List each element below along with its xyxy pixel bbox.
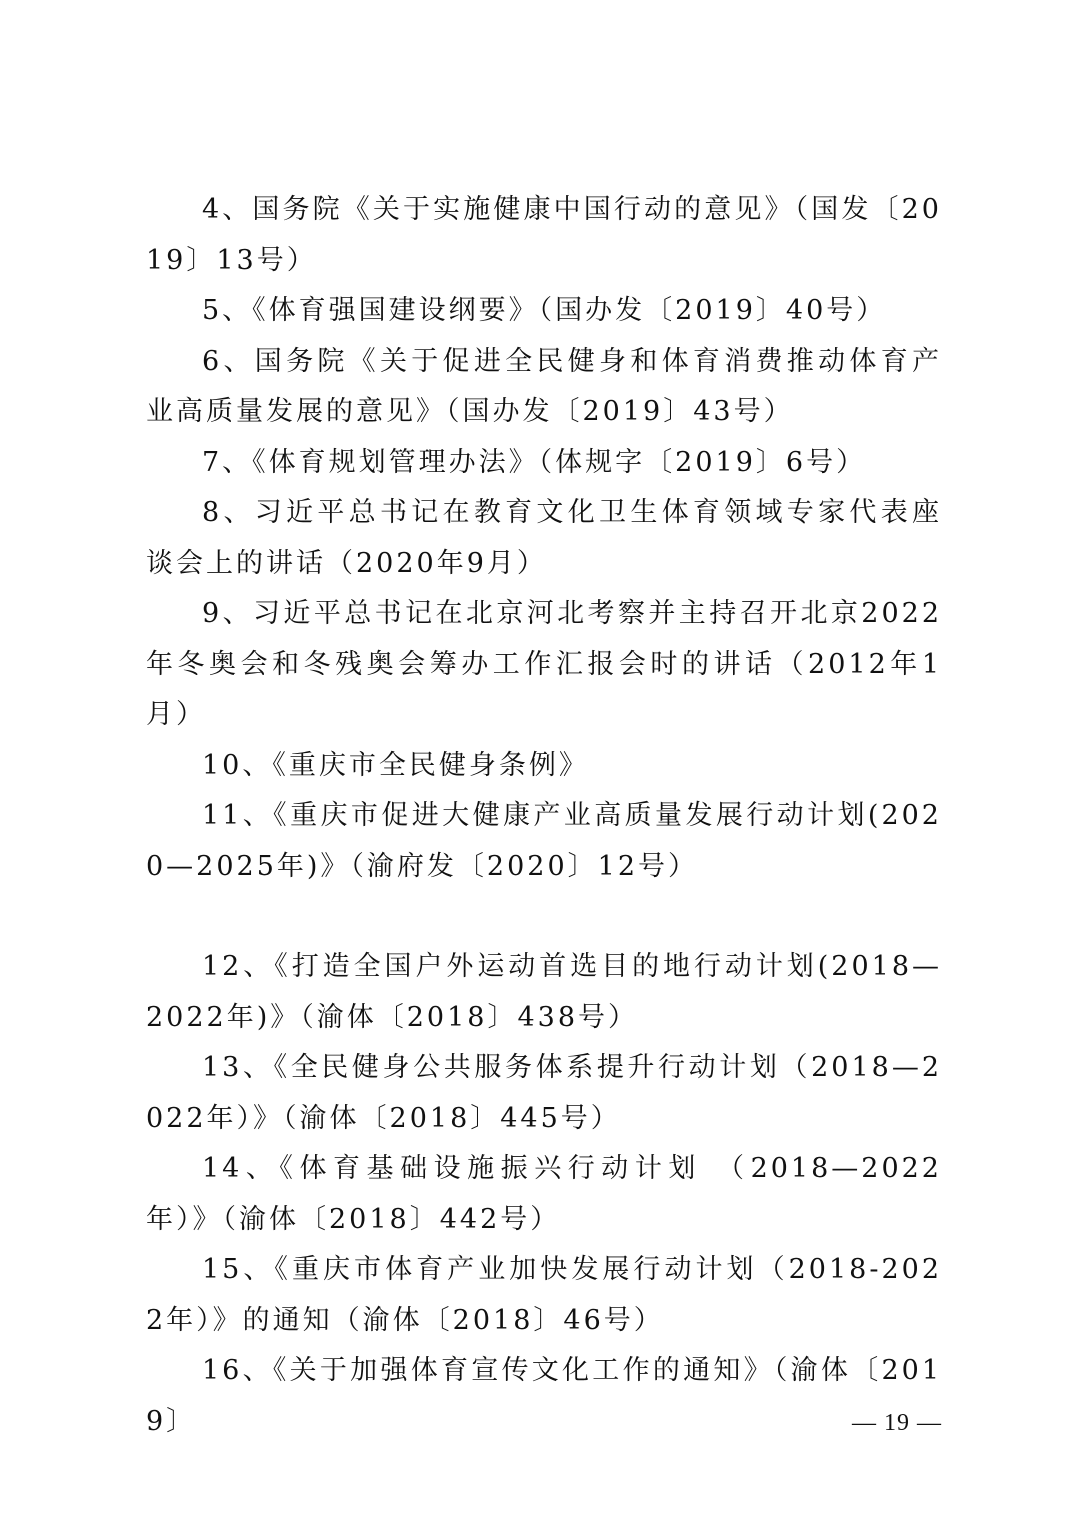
reference-list <box>146 185 942 1447</box>
list-item: 13、《全民健身公共服务体系提升行动计划（2018—2022年）》（渝体〔2018〕445号） <box>146 1052 942 1134</box>
list-item: 5、《体育强国建设纲要》（国办发〔2019〕40号） <box>202 295 887 326</box>
list-item: 9、习近平总书记在北京河北考察并主持召开北京2022年冬奥会和冬残奥会筹办工作汇报会时的讲话（2012年1月） <box>146 598 942 730</box>
list-item: 15、《重庆市体育产业加快发展行动计划（2018-2022年）》的通知（渝体〔2018〕46号） <box>146 1254 942 1336</box>
list-item: 4、国务院《关于实施健康中国行动的意见》（国发〔2019〕13号） <box>146 194 942 276</box>
list-item: 8、习近平总书记在教育文化卫生体育领域专家代表座谈会上的讲话（2020年9月） <box>146 497 942 579</box>
list-item: 7、《体育规划管理办法》（体规字〔2019〕6号） <box>202 446 867 478</box>
list-item: 14、《体育基础设施振兴行动计划 （2018—2022年）》（渝体〔2018〕442号） <box>146 1153 942 1235</box>
list-item: 10、《重庆市全民健身条例》 <box>202 749 589 781</box>
list-item: 12、《打造全国户外运动首选目的地行动计划(2018—2022年)》（渝体〔2018〕438号） <box>146 951 942 1033</box>
list-item: 16、《关于加强体育宣传文化工作的通知》（渝体〔2019〕 <box>146 1355 942 1437</box>
page-number: — 19 — <box>852 1410 942 1436</box>
list-item: 6、国务院《关于促进全民健身和体育消费推动体育产业高质量发展的意见》（国办发〔2019〕43号） <box>146 345 942 427</box>
list-item: 11、《重庆市促进大健康产业高质量发展行动计划(2020—2025年)》（渝府发〔2020〕12号） <box>146 800 942 882</box>
